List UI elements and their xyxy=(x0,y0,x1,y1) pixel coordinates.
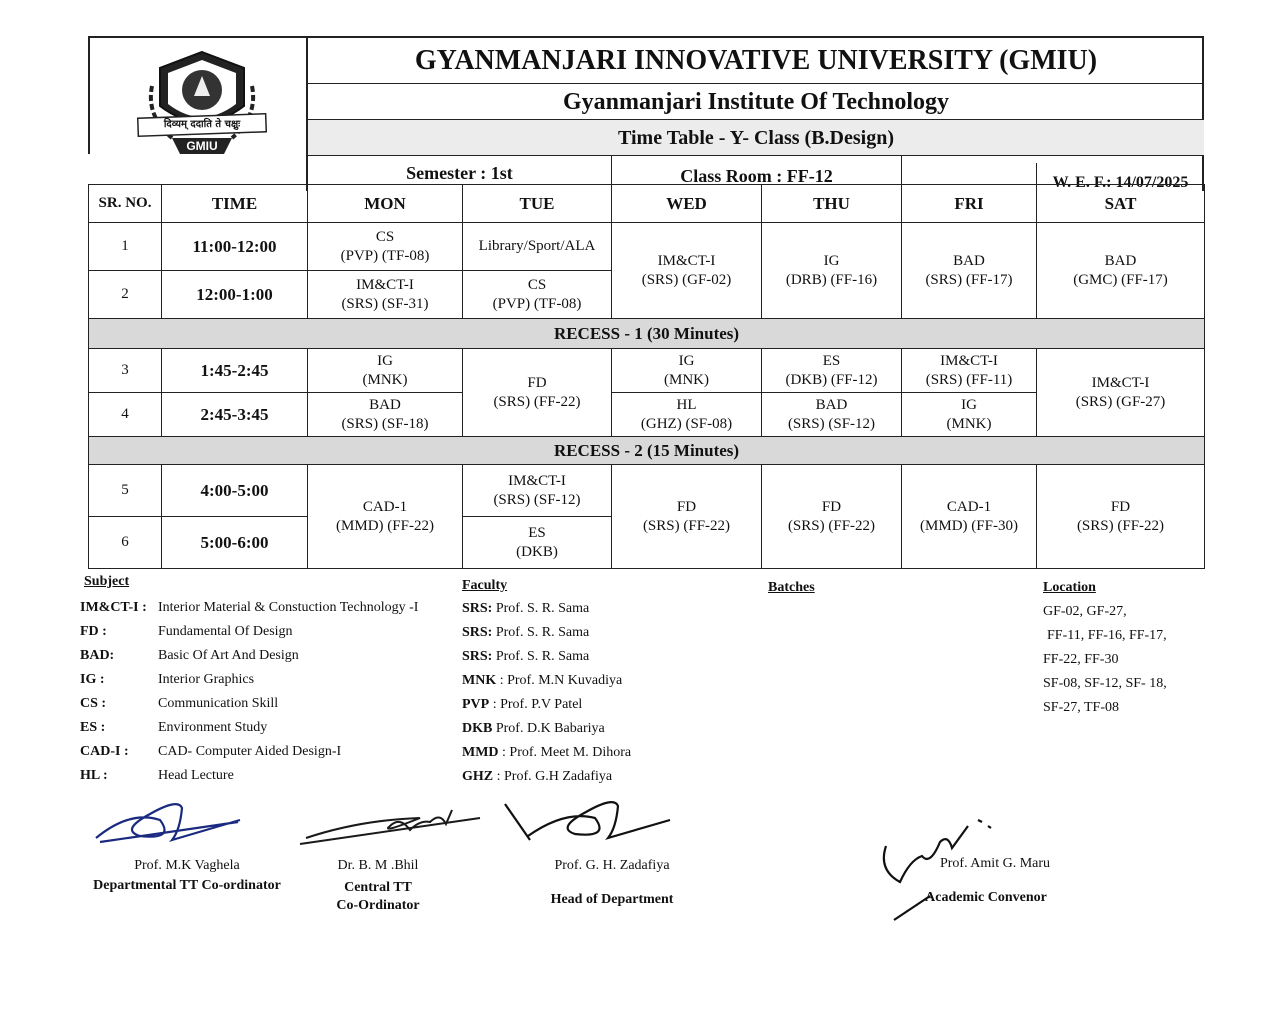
subject-legend xyxy=(80,596,460,788)
list-item: FF-11, FF-16, FF-17, xyxy=(1047,628,1167,643)
list-item: SF-27, TF-08 xyxy=(1043,700,1119,715)
list-item: SF-08, SF-12, SF- 18, xyxy=(1043,676,1167,691)
cell-wed-3: IG (MNK) xyxy=(612,349,762,393)
signature-block-4 xyxy=(906,856,1066,906)
cell-fri-4: IG (MNK) xyxy=(902,393,1037,437)
signatory-role: Head of Department xyxy=(550,892,674,907)
timetable-grid xyxy=(88,184,1205,569)
recess-2-label: RECESS - 2 (15 Minutes) xyxy=(89,437,1205,465)
col-tue: TUE xyxy=(463,185,612,223)
signature-block-3 xyxy=(530,858,694,908)
faculty-legend xyxy=(462,597,742,789)
row-time: 5:00-6:00 xyxy=(162,517,308,569)
cell-mon-1: CS (PVP) (TF-08) xyxy=(308,223,463,271)
row-sr: 1 xyxy=(89,223,162,271)
list-item: ES : Environment Study xyxy=(80,720,268,735)
batches-heading: Batches xyxy=(768,580,815,595)
wef-label: W. E. F.: 14/07/2025 xyxy=(1036,163,1204,193)
cell-tue-3-4: FD (SRS) (FF-22) xyxy=(463,349,612,437)
signature-vaghela xyxy=(96,804,240,842)
signatory-name: Dr. B. M .Bhil xyxy=(337,858,419,873)
column-header-row xyxy=(89,185,1205,223)
list-item: MMD : Prof. Meet M. Dihora xyxy=(462,745,632,760)
list-item: HL : Head Lecture xyxy=(80,768,234,783)
list-item: GHZ : Prof. G.H Zadafiya xyxy=(462,769,613,784)
signatory-name: Prof. Amit G. Maru xyxy=(939,856,1051,871)
cell-tue-5: IM&CT-I (SRS) (SF-12) xyxy=(463,465,612,517)
location-legend xyxy=(1043,600,1243,720)
row-time: 2:45-3:45 xyxy=(162,393,308,437)
col-srno: SR. NO. xyxy=(89,185,162,223)
row-sr: 4 xyxy=(89,393,162,437)
list-item: CAD-I : CAD- Computer Aided Design-I xyxy=(80,744,342,759)
faculty-heading: Faculty xyxy=(462,578,508,593)
row-time: 1:45-2:45 xyxy=(162,349,308,393)
cell-mon-5-6: CAD-1 (MMD) (FF-22) xyxy=(308,465,463,569)
cell-mon-2: IM&CT-I (SRS) (SF-31) xyxy=(308,271,463,319)
cell-thu-4: BAD (SRS) (SF-12) xyxy=(762,393,902,437)
list-item: PVP : Prof. P.V Patel xyxy=(462,697,583,712)
table-row xyxy=(89,349,1205,393)
row-time: 12:00-1:00 xyxy=(162,271,308,319)
signature-block-1 xyxy=(76,858,298,894)
signatory-role: Academic Convenor xyxy=(925,890,1047,905)
recess-row xyxy=(89,437,1205,465)
cell-tue-1: Library/Sport/ALA xyxy=(463,223,612,271)
cell-wed-5-6: FD (SRS) (FF-22) xyxy=(612,465,762,569)
list-item: BAD: Basic Of Art And Design xyxy=(80,648,299,663)
university-title: GYANMANJARI INNOVATIVE UNIVERSITY (GMIU) xyxy=(308,38,1204,84)
gmiu-logo xyxy=(132,46,272,164)
cell-sat-3-4: IM&CT-I (SRS) (GF-27) xyxy=(1037,349,1205,437)
cell-fri-5-6: CAD-1 (MMD) (FF-30) xyxy=(902,465,1037,569)
location-heading: Location xyxy=(1043,580,1096,595)
row-sr: 5 xyxy=(89,465,162,517)
list-item: FF-22, FF-30 xyxy=(1043,652,1119,667)
cell-thu-5-6: FD (SRS) (FF-22) xyxy=(762,465,902,569)
logo-text: GMIU xyxy=(186,139,218,153)
col-thu: THU xyxy=(762,185,902,223)
cell-fri-3: IM&CT-I (SRS) (FF-11) xyxy=(902,349,1037,393)
table-row xyxy=(89,223,1205,271)
list-item: GF-02, GF-27, xyxy=(1043,604,1127,619)
classroom-label: Class Room : FF-12 xyxy=(612,156,902,191)
list-item: FD : Fundamental Of Design xyxy=(80,624,293,639)
signatory-role: Central TT xyxy=(344,880,412,895)
timetable-title: Time Table - Y- Class (B.Design) xyxy=(308,120,1204,156)
col-wed: WED xyxy=(612,185,762,223)
row-sr: 3 xyxy=(89,349,162,393)
row-time: 4:00-5:00 xyxy=(162,465,308,517)
signatory-name: Prof. M.K Vaghela xyxy=(134,858,240,873)
cell-wed-1-2: IM&CT-I (SRS) (GF-02) xyxy=(612,223,762,319)
list-item: IG : Interior Graphics xyxy=(80,672,255,687)
list-item: SRS: Prof. S. R. Sama xyxy=(462,649,590,664)
list-item: CS : Communication Skill xyxy=(80,696,279,711)
row-sr: 6 xyxy=(89,517,162,569)
list-item: SRS: Prof. S. R. Sama xyxy=(462,625,590,640)
row-time: 11:00-12:00 xyxy=(162,223,308,271)
institute-title: Gyanmanjari Institute Of Technology xyxy=(308,84,1204,120)
recess-1-label: RECESS - 1 (30 Minutes) xyxy=(89,319,1205,349)
recess-row xyxy=(89,319,1205,349)
list-item: SRS: Prof. S. R. Sama xyxy=(462,601,590,616)
cell-thu-3: ES (DKB) (FF-12) xyxy=(762,349,902,393)
signatory-role-line2: Co-Ordinator xyxy=(336,898,420,913)
row-sr: 2 xyxy=(89,271,162,319)
semester-label: Semester : 1st xyxy=(308,156,612,191)
col-mon: MON xyxy=(308,185,463,223)
cell-tue-2: CS (PVP) (TF-08) xyxy=(463,271,612,319)
cell-tue-6: ES (DKB) xyxy=(463,517,612,569)
signature-zadafiya xyxy=(505,802,670,840)
cell-sat-5-6: FD (SRS) (FF-22) xyxy=(1037,465,1205,569)
signatory-role: Departmental TT Co-ordinator xyxy=(93,878,281,893)
logo-motto: दिव्यम् ददाति ते चक्षुः xyxy=(163,119,241,130)
cell-fri-1-2: BAD (SRS) (FF-17) xyxy=(902,223,1037,319)
cell-mon-4: BAD (SRS) (SF-18) xyxy=(308,393,463,437)
col-sat: SAT xyxy=(1037,185,1205,223)
cell-wed-4: HL (GHZ) (SF-08) xyxy=(612,393,762,437)
list-item: IM&CT-I : Interior Material & Constuction Technology -I xyxy=(80,600,419,615)
col-time: TIME xyxy=(162,185,308,223)
cell-sat-1-2: BAD (GMC) (FF-17) xyxy=(1037,223,1205,319)
signature-bhil xyxy=(300,810,480,844)
list-item: DKB Prof. D.K Babariya xyxy=(462,721,605,736)
signatory-name: Prof. G. H. Zadafiya xyxy=(554,858,670,873)
cell-thu-1-2: IG (DRB) (FF-16) xyxy=(762,223,902,319)
list-item: MNK : Prof. M.N Kuvadiya xyxy=(462,673,623,688)
col-fri: FRI xyxy=(902,185,1037,223)
subject-heading: Subject xyxy=(84,574,130,589)
signature-block-2 xyxy=(300,858,456,914)
table-row xyxy=(89,465,1205,517)
cell-mon-3: IG (MNK) xyxy=(308,349,463,393)
